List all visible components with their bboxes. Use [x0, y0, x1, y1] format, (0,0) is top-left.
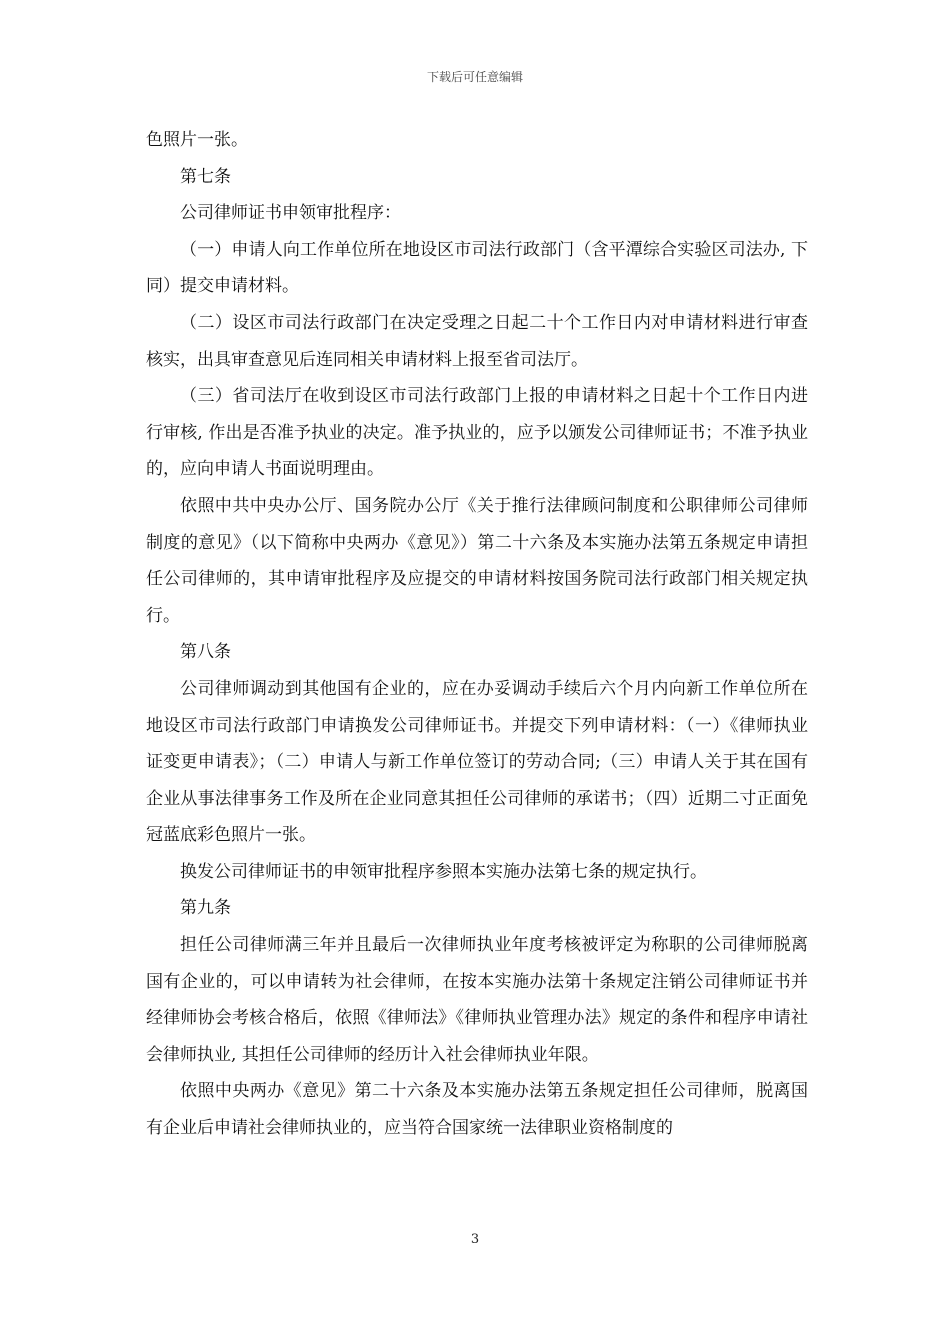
article-heading-9: 第九条 — [180, 898, 231, 919]
paragraph: 换发公司律师证书的申领审批程序参照本实施办法第七条的规定执行。 — [180, 861, 707, 882]
page-number: 3 — [470, 1232, 480, 1247]
page-header: 下载后可任意编辑 — [426, 70, 523, 84]
paragraph: （一）申请人向工作单位所在地设区市司法行政部门（含平潭综合实验区司法办, 下同）提交申请材料。 — [146, 239, 808, 297]
article-heading-7: 第七条 — [180, 166, 231, 187]
paragraph-continuation: 色照片一张。 — [146, 130, 248, 150]
document-body — [146, 122, 808, 1147]
paragraph: 依照中央两办《意见》第二十六条及本实施办法第五条规定担任公司律师，脱离国有企业后申请社会律师执业的，应当符合国家统一法律职业资格制度的 — [146, 1081, 808, 1139]
paragraph: （二）设区市司法行政部门在决定受理之日起二十个工作日内对申请材料进行审查核实，出具审查意见后连同相关申请材料上报至省司法厅。 — [146, 312, 808, 370]
article-heading-8: 第八条 — [180, 642, 231, 663]
paragraph: 公司律师证书申领审批程序： — [180, 203, 401, 224]
paragraph: 担任公司律师满三年并且最后一次律师执业年度考核被评定为称职的公司律师脱离国有企业的，可以申请转为社会律师，在按本实施办法第十条规定注销公司律师证书并经律师协会考核合格后，依照《律师法》《律师执业管理办法》规定的条件和程序申请社会律师执业, 其担任公司律师的经历计入社会律师执业年限。 — [146, 935, 808, 1065]
paragraph: 公司律师调动到其他国有企业的，应在办妥调动手续后六个月内向新工作单位所在地设区市司法行政部门申请换发公司律师证书。并提交下列申请材料：（一）《律师执业证变更申请表》；（二）申请人与新工作单位签订的劳动合同;（三）申请人关于其在国有企业从事法律事务工作及所在企业同意其担任公司律师的承诺书；（四）近期二寸正面免冠蓝底彩色照片一张。 — [146, 678, 808, 846]
paragraph: （三）省司法厅在收到设区市司法行政部门上报的申请材料之日起十个工作日内进行审核, 作出是否准予执业的决定。准予执业的，应予以颁发公司律师证书；不准予执业的，应向申请人书面说明理由。 — [146, 386, 808, 480]
paragraph: 依照中共中央办公厅、国务院办公厅《关于推行法律顾问制度和公职律师公司律师制度的意见》（以下简称中央两办《意见》）第二十六条及本实施办法第五条规定申请担任公司律师的，其申请审批程序及应提交的申请材料按国务院司法行政部门相关规定执行。 — [146, 495, 808, 626]
